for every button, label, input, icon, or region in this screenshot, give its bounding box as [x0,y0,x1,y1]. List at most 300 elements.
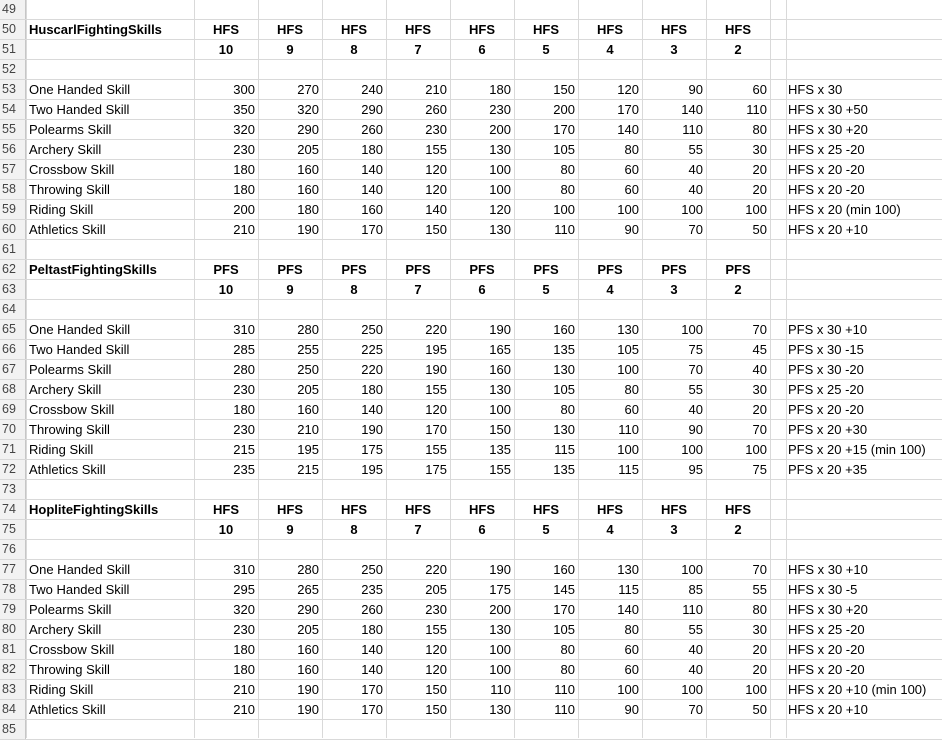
value-cell[interactable]: 150 [425,222,447,237]
value-cell[interactable]: 280 [233,362,255,377]
row-header[interactable]: 76 [0,540,26,559]
value-cell[interactable]: 110 [618,422,639,437]
value-cell[interactable]: 40 [688,182,703,197]
value-cell[interactable]: 190 [489,562,511,577]
formula-note-cell[interactable]: PFS x 20 +35 [788,462,868,477]
value-cell[interactable]: 105 [553,142,575,157]
value-cell[interactable]: 195 [425,342,447,357]
value-cell[interactable]: 175 [361,442,383,457]
skill-name-cell[interactable]: Polearms Skill [29,122,112,137]
formula-note-cell[interactable]: HFS x 20 -20 [788,182,865,197]
value-cell[interactable]: 130 [489,382,511,397]
value-cell[interactable]: 210 [233,682,255,697]
value-cell[interactable]: 170 [553,602,575,617]
section-title-cell[interactable]: PeltastFightingSkills [29,262,157,277]
value-cell[interactable]: 100 [489,182,511,197]
value-cell[interactable]: 110 [682,122,703,137]
value-cell[interactable]: 220 [361,362,383,377]
value-cell[interactable]: 110 [746,102,767,117]
level-header-cell[interactable]: 10 [218,282,234,297]
row-header[interactable]: 69 [0,400,26,419]
value-cell[interactable]: 180 [361,142,383,157]
skill-name-cell[interactable]: Athletics Skill [29,702,106,717]
value-cell[interactable]: 280 [297,562,319,577]
stat-header-cell[interactable]: HFS [533,22,559,37]
value-cell[interactable]: 290 [361,102,383,117]
value-cell[interactable]: 105 [617,342,639,357]
value-cell[interactable]: 130 [553,362,575,377]
value-cell[interactable]: 130 [489,142,511,157]
value-cell[interactable]: 285 [233,342,255,357]
stat-header-cell[interactable]: HFS [597,22,623,37]
value-cell[interactable]: 290 [297,602,319,617]
row-header[interactable]: 73 [0,480,26,499]
value-cell[interactable]: 60 [624,642,639,657]
row-header[interactable]: 78 [0,580,26,599]
value-cell[interactable]: 140 [617,602,639,617]
row-header[interactable]: 72 [0,460,26,479]
row-header[interactable]: 60 [0,220,26,239]
skill-name-cell[interactable]: Polearms Skill [29,362,112,377]
value-cell[interactable]: 230 [233,142,255,157]
row-header[interactable]: 51 [0,40,26,59]
value-cell[interactable]: 250 [361,562,383,577]
value-cell[interactable]: 140 [681,102,703,117]
value-cell[interactable]: 170 [361,222,383,237]
stat-header-cell[interactable]: HFS [469,22,495,37]
value-cell[interactable]: 195 [297,442,319,457]
row-header[interactable]: 85 [0,720,26,739]
formula-note-cell[interactable]: HFS x 30 +50 [788,102,868,117]
value-cell[interactable]: 230 [233,382,255,397]
value-cell[interactable]: 120 [425,662,447,677]
value-cell[interactable]: 130 [617,562,639,577]
level-header-cell[interactable]: 4 [606,42,614,57]
row-header[interactable]: 64 [0,300,26,319]
formula-note-cell[interactable]: PFS x 30 +10 [788,322,868,337]
value-cell[interactable]: 135 [489,442,511,457]
value-cell[interactable]: 30 [752,622,767,637]
value-cell[interactable]: 80 [560,402,575,417]
formula-note-cell[interactable]: HFS x 20 +10 [788,222,868,237]
row-header[interactable]: 81 [0,640,26,659]
value-cell[interactable]: 165 [489,342,511,357]
value-cell[interactable]: 205 [425,582,447,597]
value-cell[interactable]: 155 [425,622,447,637]
skill-name-cell[interactable]: Archery Skill [29,622,102,637]
value-cell[interactable]: 80 [560,182,575,197]
value-cell[interactable]: 230 [425,122,447,137]
value-cell[interactable]: 205 [297,142,319,157]
value-cell[interactable]: 160 [297,402,319,417]
value-cell[interactable]: 55 [688,142,703,157]
value-cell[interactable]: 100 [489,642,511,657]
value-cell[interactable]: 320 [297,102,319,117]
row-header[interactable]: 82 [0,660,26,679]
value-cell[interactable]: 180 [361,382,383,397]
level-header-cell[interactable]: 7 [414,282,422,297]
stat-header-cell[interactable]: HFS [405,22,431,37]
value-cell[interactable]: 190 [361,422,383,437]
value-cell[interactable]: 310 [233,562,255,577]
value-cell[interactable]: 220 [425,322,447,337]
row-header[interactable]: 70 [0,420,26,439]
formula-note-cell[interactable]: HFS x 20 +10 (min 100) [788,682,927,697]
skill-name-cell[interactable]: Throwing Skill [29,662,110,677]
skill-name-cell[interactable]: Archery Skill [29,382,102,397]
level-header-cell[interactable]: 5 [542,522,550,537]
row-header[interactable]: 59 [0,200,26,219]
value-cell[interactable]: 180 [233,162,255,177]
level-header-cell[interactable]: 10 [218,42,234,57]
value-cell[interactable]: 110 [554,682,575,697]
value-cell[interactable]: 240 [361,82,383,97]
level-header-cell[interactable]: 7 [414,42,422,57]
stat-header-cell[interactable]: HFS [277,502,303,517]
value-cell[interactable]: 90 [688,422,703,437]
stat-header-cell[interactable]: PFS [597,262,623,277]
value-cell[interactable]: 270 [297,82,319,97]
level-header-cell[interactable]: 9 [286,282,294,297]
stat-header-cell[interactable]: HFS [597,502,623,517]
skill-name-cell[interactable]: Throwing Skill [29,182,110,197]
value-cell[interactable]: 155 [425,382,447,397]
value-cell[interactable]: 135 [553,342,575,357]
formula-note-cell[interactable]: HFS x 30 -5 [788,582,858,597]
value-cell[interactable]: 235 [361,582,383,597]
value-cell[interactable]: 260 [361,602,383,617]
value-cell[interactable]: 205 [297,622,319,637]
value-cell[interactable]: 120 [425,182,447,197]
row-header[interactable]: 77 [0,560,26,579]
value-cell[interactable]: 100 [553,202,575,217]
value-cell[interactable]: 170 [361,702,383,717]
value-cell[interactable]: 280 [297,322,319,337]
formula-note-cell[interactable]: PFS x 20 -20 [788,402,864,417]
value-cell[interactable]: 100 [489,662,511,677]
value-cell[interactable]: 140 [617,122,639,137]
row-header[interactable]: 68 [0,380,26,399]
stat-header-cell[interactable]: HFS [469,502,495,517]
value-cell[interactable]: 160 [297,162,319,177]
stat-header-cell[interactable]: HFS [661,502,687,517]
stat-header-cell[interactable]: PFS [405,262,431,277]
level-header-cell[interactable]: 8 [350,42,358,57]
value-cell[interactable]: 120 [425,162,447,177]
row-header[interactable]: 61 [0,240,26,259]
value-cell[interactable]: 115 [554,442,575,457]
value-cell[interactable]: 110 [490,682,511,697]
value-cell[interactable]: 50 [752,222,767,237]
formula-note-cell[interactable]: PFS x 20 +15 (min 100) [788,442,926,457]
value-cell[interactable]: 90 [688,82,703,97]
row-header[interactable]: 83 [0,680,26,699]
stat-header-cell[interactable]: HFS [725,22,751,37]
value-cell[interactable]: 350 [233,102,255,117]
stat-header-cell[interactable]: PFS [277,262,303,277]
value-cell[interactable]: 225 [361,342,383,357]
value-cell[interactable]: 90 [624,222,639,237]
value-cell[interactable]: 135 [553,462,575,477]
level-header-cell[interactable]: 8 [350,282,358,297]
value-cell[interactable]: 155 [425,142,447,157]
value-cell[interactable]: 20 [752,402,767,417]
value-cell[interactable]: 230 [233,622,255,637]
stat-header-cell[interactable]: HFS [725,502,751,517]
value-cell[interactable]: 200 [553,102,575,117]
level-header-cell[interactable]: 3 [670,282,678,297]
value-cell[interactable]: 230 [425,602,447,617]
value-cell[interactable]: 160 [361,202,383,217]
value-cell[interactable]: 95 [688,462,703,477]
value-cell[interactable]: 40 [688,402,703,417]
value-cell[interactable]: 175 [489,582,511,597]
stat-header-cell[interactable]: HFS [277,22,303,37]
skill-name-cell[interactable]: Riding Skill [29,442,94,457]
value-cell[interactable]: 100 [745,442,767,457]
value-cell[interactable]: 100 [617,202,639,217]
level-header-cell[interactable]: 4 [606,282,614,297]
value-cell[interactable]: 100 [681,682,703,697]
skill-name-cell[interactable]: Riding Skill [29,202,94,217]
row-header[interactable]: 67 [0,360,26,379]
value-cell[interactable]: 160 [297,662,319,677]
value-cell[interactable]: 55 [688,382,703,397]
level-header-cell[interactable]: 6 [478,522,486,537]
level-header-cell[interactable]: 9 [286,522,294,537]
row-header[interactable]: 58 [0,180,26,199]
formula-note-cell[interactable]: HFS x 30 +20 [788,602,868,617]
value-cell[interactable]: 100 [617,362,639,377]
stat-header-cell[interactable]: PFS [533,262,559,277]
value-cell[interactable]: 60 [624,182,639,197]
skill-name-cell[interactable]: Archery Skill [29,142,102,157]
row-header[interactable]: 71 [0,440,26,459]
row-header[interactable]: 53 [0,80,26,99]
formula-note-cell[interactable]: HFS x 30 +10 [788,562,868,577]
value-cell[interactable]: 60 [752,82,767,97]
value-cell[interactable]: 260 [425,102,447,117]
value-cell[interactable]: 100 [745,682,767,697]
value-cell[interactable]: 130 [617,322,639,337]
value-cell[interactable]: 140 [361,662,383,677]
value-cell[interactable]: 180 [233,642,255,657]
row-header[interactable]: 56 [0,140,26,159]
value-cell[interactable]: 195 [361,462,383,477]
level-header-cell[interactable]: 2 [734,282,742,297]
value-cell[interactable]: 20 [752,642,767,657]
row-header[interactable]: 52 [0,60,26,79]
value-cell[interactable]: 150 [425,682,447,697]
row-header[interactable]: 49 [0,0,26,19]
skill-name-cell[interactable]: Crossbow Skill [29,162,115,177]
value-cell[interactable]: 75 [688,342,703,357]
value-cell[interactable]: 80 [752,122,767,137]
value-cell[interactable]: 100 [681,562,703,577]
value-cell[interactable]: 60 [624,162,639,177]
value-cell[interactable]: 150 [553,82,575,97]
row-header[interactable]: 84 [0,700,26,719]
level-header-cell[interactable]: 5 [542,42,550,57]
row-header[interactable]: 66 [0,340,26,359]
stat-header-cell[interactable]: HFS [213,22,239,37]
value-cell[interactable]: 85 [688,582,703,597]
value-cell[interactable]: 140 [361,642,383,657]
value-cell[interactable]: 115 [618,462,639,477]
value-cell[interactable]: 20 [752,182,767,197]
skill-name-cell[interactable]: Two Handed Skill [29,342,130,357]
value-cell[interactable]: 120 [425,642,447,657]
value-cell[interactable]: 70 [688,702,703,717]
value-cell[interactable]: 190 [297,682,319,697]
value-cell[interactable]: 180 [233,402,255,417]
skill-name-cell[interactable]: Riding Skill [29,682,94,697]
formula-note-cell[interactable]: HFS x 30 +20 [788,122,868,137]
value-cell[interactable]: 230 [233,422,255,437]
stat-header-cell[interactable]: PFS [213,262,239,277]
value-cell[interactable]: 200 [489,602,511,617]
value-cell[interactable]: 130 [489,622,511,637]
value-cell[interactable]: 110 [554,222,575,237]
value-cell[interactable]: 170 [617,102,639,117]
level-header-cell[interactable]: 2 [734,42,742,57]
value-cell[interactable]: 55 [688,622,703,637]
row-header[interactable]: 50 [0,20,26,39]
skill-name-cell[interactable]: Two Handed Skill [29,102,130,117]
formula-note-cell[interactable]: HFS x 20 -20 [788,162,865,177]
value-cell[interactable]: 100 [489,162,511,177]
value-cell[interactable]: 40 [688,642,703,657]
value-cell[interactable]: 235 [233,462,255,477]
value-cell[interactable]: 130 [489,222,511,237]
value-cell[interactable]: 115 [618,582,639,597]
skill-name-cell[interactable]: Two Handed Skill [29,582,130,597]
formula-note-cell[interactable]: HFS x 20 -20 [788,662,865,677]
value-cell[interactable]: 140 [361,162,383,177]
level-header-cell[interactable]: 6 [478,42,486,57]
section-title-cell[interactable]: HuscarlFightingSkills [29,22,162,37]
stat-header-cell[interactable]: HFS [405,502,431,517]
value-cell[interactable]: 160 [489,362,511,377]
value-cell[interactable]: 180 [489,82,511,97]
skill-name-cell[interactable]: Throwing Skill [29,422,110,437]
value-cell[interactable]: 180 [361,622,383,637]
row-header[interactable]: 63 [0,280,26,299]
skill-name-cell[interactable]: One Handed Skill [29,562,131,577]
value-cell[interactable]: 145 [553,582,575,597]
stat-header-cell[interactable]: PFS [469,262,495,277]
stat-header-cell[interactable]: HFS [533,502,559,517]
value-cell[interactable]: 190 [297,702,319,717]
value-cell[interactable]: 190 [425,362,447,377]
row-header[interactable]: 80 [0,620,26,639]
value-cell[interactable]: 155 [489,462,511,477]
value-cell[interactable]: 190 [489,322,511,337]
value-cell[interactable]: 80 [624,382,639,397]
stat-header-cell[interactable]: HFS [341,502,367,517]
value-cell[interactable]: 300 [233,82,255,97]
value-cell[interactable]: 170 [425,422,447,437]
value-cell[interactable]: 100 [617,442,639,457]
value-cell[interactable]: 295 [233,582,255,597]
value-cell[interactable]: 55 [752,582,767,597]
value-cell[interactable]: 75 [752,462,767,477]
value-cell[interactable]: 105 [553,382,575,397]
value-cell[interactable]: 200 [489,122,511,137]
value-cell[interactable]: 210 [233,702,255,717]
value-cell[interactable]: 60 [624,662,639,677]
value-cell[interactable]: 160 [553,562,575,577]
value-cell[interactable]: 215 [233,442,255,457]
value-cell[interactable]: 60 [624,402,639,417]
formula-note-cell[interactable]: HFS x 25 -20 [788,622,865,637]
value-cell[interactable]: 70 [752,422,767,437]
value-cell[interactable]: 130 [489,702,511,717]
section-title-cell[interactable]: HopliteFightingSkills [29,502,159,517]
value-cell[interactable]: 190 [297,222,319,237]
value-cell[interactable]: 100 [489,402,511,417]
value-cell[interactable]: 30 [752,382,767,397]
value-cell[interactable]: 320 [233,602,255,617]
value-cell[interactable]: 105 [553,622,575,637]
value-cell[interactable]: 120 [617,82,639,97]
value-cell[interactable]: 40 [688,662,703,677]
value-cell[interactable]: 20 [752,162,767,177]
value-cell[interactable]: 140 [361,182,383,197]
value-cell[interactable]: 150 [489,422,511,437]
value-cell[interactable]: 310 [233,322,255,337]
value-cell[interactable]: 160 [297,642,319,657]
stat-header-cell[interactable]: PFS [661,262,687,277]
value-cell[interactable]: 180 [297,202,319,217]
value-cell[interactable]: 80 [560,662,575,677]
value-cell[interactable]: 215 [297,462,319,477]
value-cell[interactable]: 210 [297,422,319,437]
formula-note-cell[interactable]: HFS x 20 -20 [788,642,865,657]
value-cell[interactable]: 100 [745,202,767,217]
value-cell[interactable]: 40 [752,362,767,377]
value-cell[interactable]: 70 [752,562,767,577]
value-cell[interactable]: 290 [297,122,319,137]
skill-name-cell[interactable]: Polearms Skill [29,602,112,617]
row-header[interactable]: 57 [0,160,26,179]
value-cell[interactable]: 110 [682,602,703,617]
row-header[interactable]: 55 [0,120,26,139]
stat-header-cell[interactable]: HFS [661,22,687,37]
level-header-cell[interactable]: 4 [606,522,614,537]
formula-note-cell[interactable]: PFS x 30 -15 [788,342,864,357]
value-cell[interactable]: 160 [297,182,319,197]
value-cell[interactable]: 180 [233,662,255,677]
value-cell[interactable]: 140 [425,202,447,217]
value-cell[interactable]: 80 [624,142,639,157]
value-cell[interactable]: 210 [233,222,255,237]
value-cell[interactable]: 230 [489,102,511,117]
formula-note-cell[interactable]: HFS x 20 (min 100) [788,202,901,217]
value-cell[interactable]: 150 [425,702,447,717]
value-cell[interactable]: 100 [681,442,703,457]
skill-name-cell[interactable]: One Handed Skill [29,322,131,337]
value-cell[interactable]: 40 [688,162,703,177]
skill-name-cell[interactable]: Athletics Skill [29,222,106,237]
skill-name-cell[interactable]: One Handed Skill [29,82,131,97]
level-header-cell[interactable]: 6 [478,282,486,297]
value-cell[interactable]: 170 [553,122,575,137]
level-header-cell[interactable]: 3 [670,522,678,537]
level-header-cell[interactable]: 9 [286,42,294,57]
formula-note-cell[interactable]: PFS x 20 +30 [788,422,868,437]
level-header-cell[interactable]: 7 [414,522,422,537]
